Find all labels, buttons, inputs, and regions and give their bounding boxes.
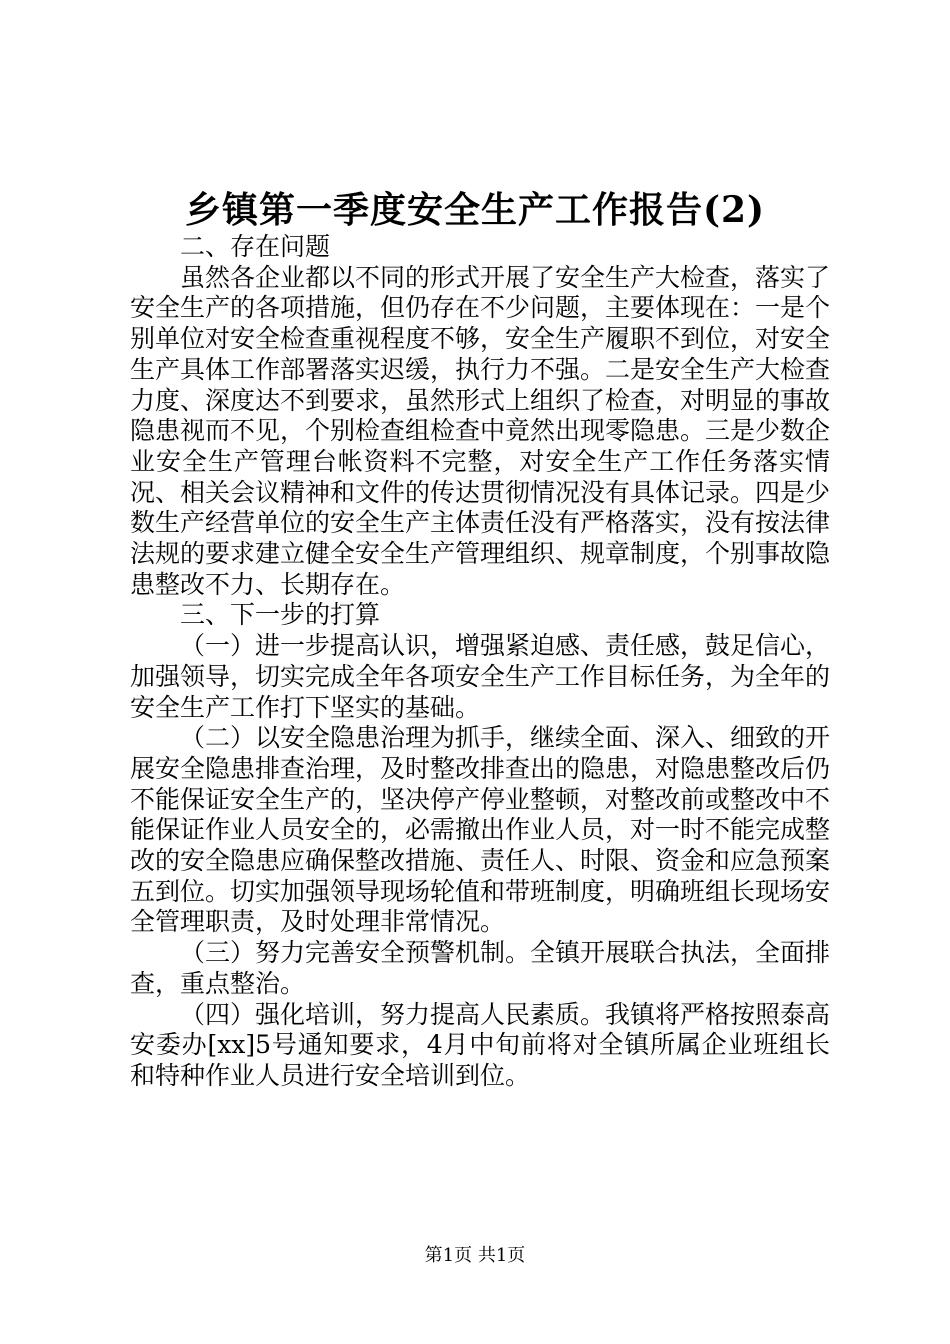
page-footer: 第1页 共1页 — [424, 1245, 526, 1266]
plan-item-3: （三）努力完善安全预警机制。全镇开展联合执法，全面排查，重点整治。 — [130, 938, 831, 998]
plan-item-2: （二）以安全隐患治理为抓手，继续全面、深入、细致的开展安全隐患排查治理，及时整改排查出的隐患，对隐患整改后仍不能保证安全生产的，坚决停产停业整顿，对整改前或整改中不能保证作业人员安全的，必需撤出作业人员，对一时不能完成整改的安全隐患应确保整改措施、责任人、时限、资金和应急预案五到位。切实加强领导现场轮值和带班制度，明确班组长现场安全管理职责，及时处理非常情况。 — [130, 723, 831, 937]
plan-item-4: （四）强化培训，努力提高人民素质。我镇将严格按照泰高安委办[xx]5号通知要求，4月中旬前将对全镇所属企业班组长和特种作业人员进行安全培训到位。 — [130, 999, 831, 1090]
section-heading-problems: 二、存在问题 — [180, 232, 331, 261]
section-heading-next-steps: 三、下一步的打算 — [180, 600, 381, 630]
document-body — [130, 232, 830, 1092]
paragraph-problems: 虽然各企业都以不同的形式开展了安全生产大检查，落实了安全生产的各项措施，但仍存在不少问题，主要体现在：一是个别单位对安全检查重视程度不够，安全生产履职不到位，对安全生产具体工作部署落实迟缓，执行力不强。二是安全生产大检查力度、深度达不到要求，虽然形式上组织了检查，对明显的事故隐患视而不见，个别检查组检查中竟然出现零隐患。三是少数企业安全生产管理台帐资料不完整，对安全生产工作任务落实情况、相关会议精神和文件的传达贯彻情况没有具体记录。四是少数生产经营单位的安全生产主体责任没有严格落实，没有按法律法规的要求建立健全安全生产管理组织、规章制度，个别事故隐患整改不力、长期存在。 — [130, 262, 831, 599]
plan-item-1: （一）进一步提高认识，增强紧迫感、责任感，鼓足信心，加强领导，切实完成全年各项安全生产工作目标任务，为全年的安全生产工作打下坚实的基础。 — [130, 631, 831, 722]
document-title: 乡镇第一季度安全生产工作报告(2) — [184, 189, 766, 231]
